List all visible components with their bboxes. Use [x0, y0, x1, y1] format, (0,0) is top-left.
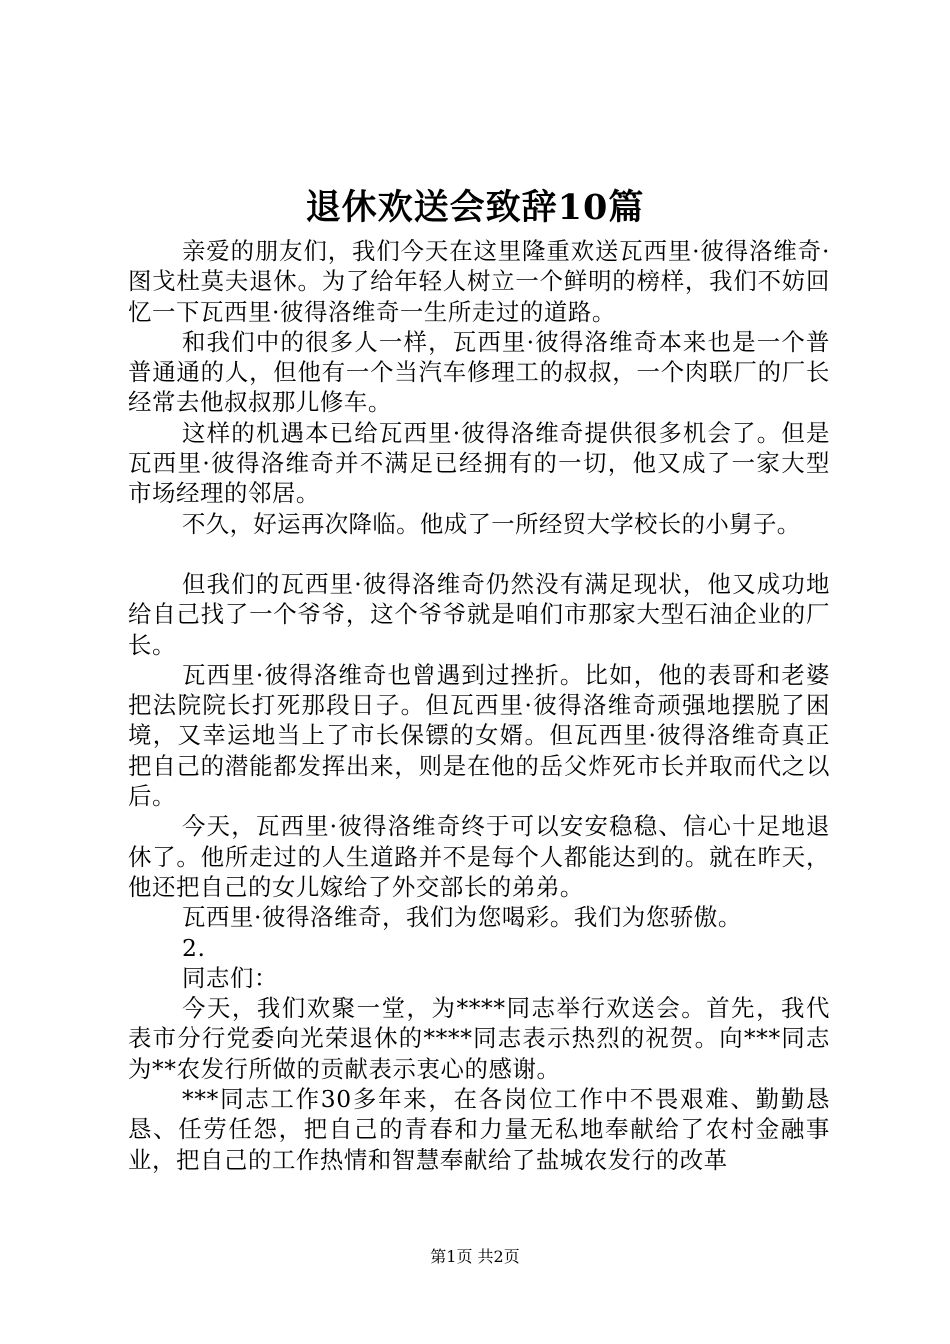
paragraph: 和我们中的很多人一样，瓦西里·彼得洛维奇本来也是一个普普通通的人，但他有一个当汽车修理工的叔叔，一个肉联厂的厂长经常去他叔叔那儿修车。: [128, 327, 830, 417]
paragraph: 今天，瓦西里·彼得洛维奇终于可以安安稳稳、信心十足地退休了。他所走过的人生道路并不是每个人都能达到的。就在昨天，他还把自己的女儿嫁给了外交部长的弟弟。: [128, 812, 830, 901]
paragraph: 瓦西里·彼得洛维奇也曾遇到过挫折。比如，他的表哥和老婆把法院院长打死那段日子。但瓦西里·彼得洛维奇顽强地摆脱了困境，又幸运地当上了市长保镖的女婿。但瓦西里·彼得洛维奇真正把自己的潜能都发挥出来，则是在他的岳父炸死市长并取而代之以后。: [128, 660, 830, 811]
paragraph: 今天，我们欢聚一堂，为****同志举行欢送会。首先，我代表市分行党委向光荣退休的****同志表示热烈的祝贺。向***同志为**农发行所做的贡献表示衷心的感谢。: [128, 994, 830, 1083]
paragraph: ***同志工作30多年来，在各岗位工作中不畏艰难、勤勤恳恳、任劳任怨，把自己的青春和力量无私地奉献给了农村金融事业，把自己的工作热情和智慧奉献给了盐城农发行的改革: [128, 1085, 830, 1174]
paragraph: 但我们的瓦西里·彼得洛维奇仍然没有满足现状，他又成功地给自己找了一个爷爷，这个爷爷就是咱们市那家大型石油企业的厂长。: [128, 569, 830, 659]
paragraph: 亲爱的朋友们，我们今天在这里隆重欢送瓦西里·彼得洛维奇·图戈杜莫夫退休。为了给年轻人树立一个鲜明的榜样，我们不妨回忆一下瓦西里·彼得洛维奇一生所走过的道路。: [128, 237, 830, 326]
page-footer: 第1页 共2页: [430, 1247, 520, 1266]
salutation: 同志们：: [182, 963, 278, 992]
paragraph: 不久，好运再次降临。他成了一所经贸大学校长的小舅子。: [182, 509, 801, 538]
document-title: 退休欢送会致辞10篇: [305, 187, 645, 228]
section-number: 2.: [182, 933, 206, 962]
paragraph: 瓦西里·彼得洛维奇，我们为您喝彩。我们为您骄傲。: [182, 903, 742, 932]
document-body: [128, 236, 830, 1175]
paragraph: 这样的机遇本已给瓦西里·彼得洛维奇提供很多机会了。但是瓦西里·彼得洛维奇并不满足已经拥有的一切，他又成了一家大型市场经理的邻居。: [128, 418, 830, 508]
